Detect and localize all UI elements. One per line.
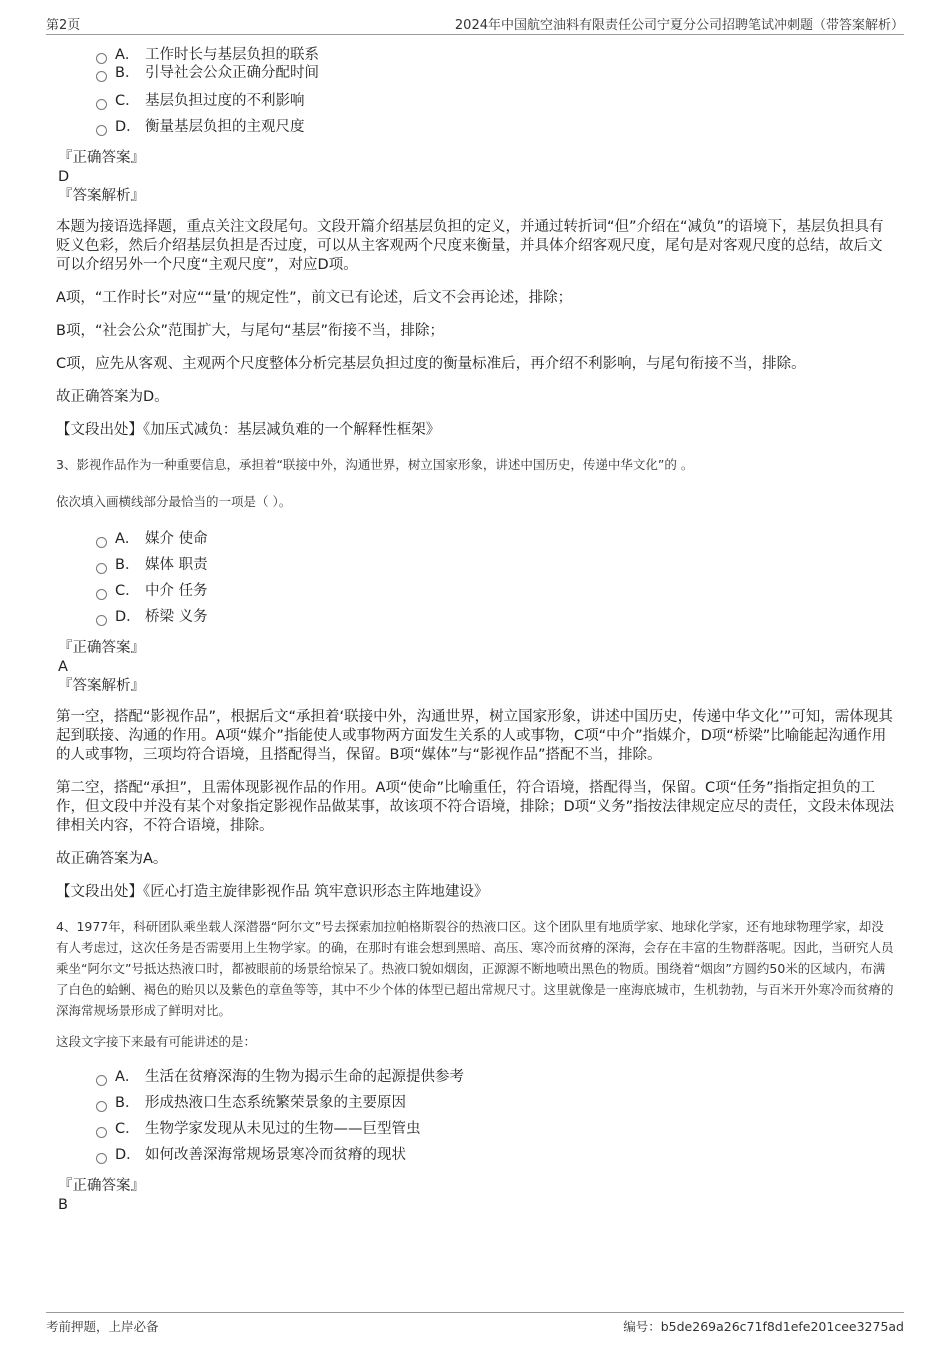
q2-options <box>96 46 896 140</box>
q4-option-a[interactable]: A． 生活在贫瘠深海的生物为揭示生命的起源提供参考 <box>96 1064 896 1090</box>
q2-analysis-paragraph: A项，“工作时长”对应““量’的规定性”，前文已有论述，后文不会再论述，排除； <box>56 290 573 306</box>
q4-option-c[interactable]: C． 生物学家发现从未见过的生物——巨型管虫 <box>96 1116 896 1142</box>
radio-icon[interactable] <box>96 53 107 64</box>
q2-option-b[interactable]: B． 引导社会公众正确分配时间 <box>96 64 896 84</box>
q4-answer: B <box>58 1197 68 1213</box>
q3-prompt: 依次填入画横线部分最恰当的一项是（ ）。 <box>56 494 292 509</box>
q2-option-c[interactable]: C． 基层负担过度的不利影响 <box>96 88 896 114</box>
q2-analysis-paragraph: C项，应先从客观、主观两个尺度整体分析完基层负担过度的衡量标准后，再介绍不利影响，与尾句衔接不当，排除。 <box>56 356 806 372</box>
radio-icon[interactable] <box>96 615 107 626</box>
q3-answer-label: 『正确答案』 <box>58 640 145 656</box>
q3-option-d[interactable]: D． 桥梁 义务 <box>96 604 896 630</box>
q3-answer: A <box>58 659 68 675</box>
q3-analysis-paragraph: 第二空，搭配“承担”，且需体现影视作品的作用。A项“使命”比喻重任，符合语境，搭配得当，保留。C项“任务”指指定担负的工作，但文段中并没有某个对象指定影视作品做某事，故该项不符合语境，排除；D项“义务”指按法律规定应尽的责任，文段未体现法律相关内容，不符合语境，排除。 <box>56 780 895 834</box>
page-footer <box>46 1312 904 1335</box>
radio-icon[interactable] <box>96 563 107 574</box>
q2-analysis-label: 『答案解析』 <box>58 188 145 204</box>
page-number: 第2页 <box>46 18 81 33</box>
q2-analysis-paragraph: B项，“社会公众”范围扩大，与尾句“基层”衔接不当，排除； <box>56 323 444 339</box>
q2-analysis-paragraph: 本题为接语选择题，重点关注文段尾句。文段开篇介绍基层负担的定义，并通过转折词“但”介绍在“减负”的语境下，基层负担具有贬义色彩，然后介绍基层负担是否过度，可以从主客观两个尺度来衡量，并具体介绍客观尺度，尾句是对客观尺度的总结，故后文可以介绍另外一个尺度“主观尺度”，对应D项。 <box>56 219 884 273</box>
radio-icon[interactable] <box>96 1101 107 1112</box>
q4-option-b[interactable]: B． 形成热液口生态系统繁荣景象的主要原因 <box>96 1090 896 1116</box>
q4-prompt: 这段文字接下来最有可能讲述的是： <box>56 1034 257 1049</box>
q4-stem: 4、1977年，科研团队乘坐载人深潜器“阿尔文”号去探索加拉帕格斯裂谷的热液口区。这个团队里有地质学家、地球化学家，还有地球物理学家，却没有人考虑过，这次任务是否需要用上生物学家。的确，在那时有谁会想到黑暗、高压、寒冷而贫瘠的深海，会存在丰富的生物群落呢。因此，当研究人员乘坐“阿尔文”号抵达热液口时，都被眼前的场景给惊呆了。热液口貌如烟囱，正源源不断地喷出黑色的物质。围绕着“烟囱”方圆约50米的区域内，布满了白色的蛤蜊、褐色的贻贝以及紫色的章鱼等等，其中不少个体的体型已超出常规尺寸。这里就像是一座海底城市，生机勃勃，与百米开外寒冷而贫瘠的深海常规场景形成了鲜明对比。 <box>56 919 894 1018</box>
q4-option-d[interactable]: D． 如何改善深海常规场景寒冷而贫瘠的现状 <box>96 1142 896 1168</box>
q2-answer-label: 『正确答案』 <box>58 150 145 166</box>
q3-options <box>96 526 896 630</box>
radio-icon[interactable] <box>96 589 107 600</box>
q2-analysis-paragraph: 故正确答案为D。 <box>56 389 169 405</box>
radio-icon[interactable] <box>96 125 107 136</box>
q2-option-a[interactable]: A． 工作时长与基层负担的联系 <box>96 46 896 64</box>
q2-source: 【文段出处】《加压式减负：基层减负难的一个解释性框架》 <box>56 422 441 438</box>
radio-icon[interactable] <box>96 1075 107 1086</box>
q2-option-d[interactable]: D． 衡量基层负担的主观尺度 <box>96 114 896 140</box>
q4-answer-label: 『正确答案』 <box>58 1178 145 1194</box>
radio-icon[interactable] <box>96 537 107 548</box>
q4-options <box>96 1064 896 1168</box>
radio-icon[interactable] <box>96 1153 107 1164</box>
q3-analysis-paragraph: 故正确答案为A。 <box>56 851 168 867</box>
radio-icon[interactable] <box>96 71 107 82</box>
document-code: 编号：b5de269a26c71f8d1efe201cee3275ad <box>623 1319 904 1334</box>
radio-icon[interactable] <box>96 99 107 110</box>
q3-source: 【文段出处】《匠心打造主旋律影视作品 筑牢意识形态主阵地建设》 <box>56 884 489 900</box>
q3-option-b[interactable]: B． 媒体 职责 <box>96 552 896 578</box>
footer-slogan: 考前押题，上岸必备 <box>46 1319 159 1334</box>
radio-icon[interactable] <box>96 1127 107 1138</box>
q3-stem: 3、影视作品作为一种重要信息，承担着“联接中外，沟通世界，树立国家形象，讲述中国历史，传递中华文化”的 。 <box>56 457 694 472</box>
content <box>56 44 896 1214</box>
q3-option-a[interactable]: A． 媒介 使命 <box>96 526 896 552</box>
q3-analysis-paragraph: 第一空，搭配“影视作品”，根据后文“承担着‘联接中外，沟通世界，树立国家形象，讲述中国历史，传递中华文化’”可知，需体现其起到联接、沟通的作用。A项“媒介”指能使人或事物两方面发生关系的人或事物，C项“中介”指媒介，D项“桥梁”比喻能起沟通作用的人或事物，三项均符合语境，且搭配得当，保留。B项“媒体”与“影视作品”搭配不当，排除。 <box>56 709 893 763</box>
page-header <box>46 12 904 35</box>
q2-answer: D <box>58 169 70 185</box>
q3-option-c[interactable]: C． 中介 任务 <box>96 578 896 604</box>
document-title: 2024年中国航空油料有限责任公司宁夏分公司招聘笔试冲刺题（带答案解析） <box>454 18 904 33</box>
q3-analysis-label: 『答案解析』 <box>58 678 145 694</box>
